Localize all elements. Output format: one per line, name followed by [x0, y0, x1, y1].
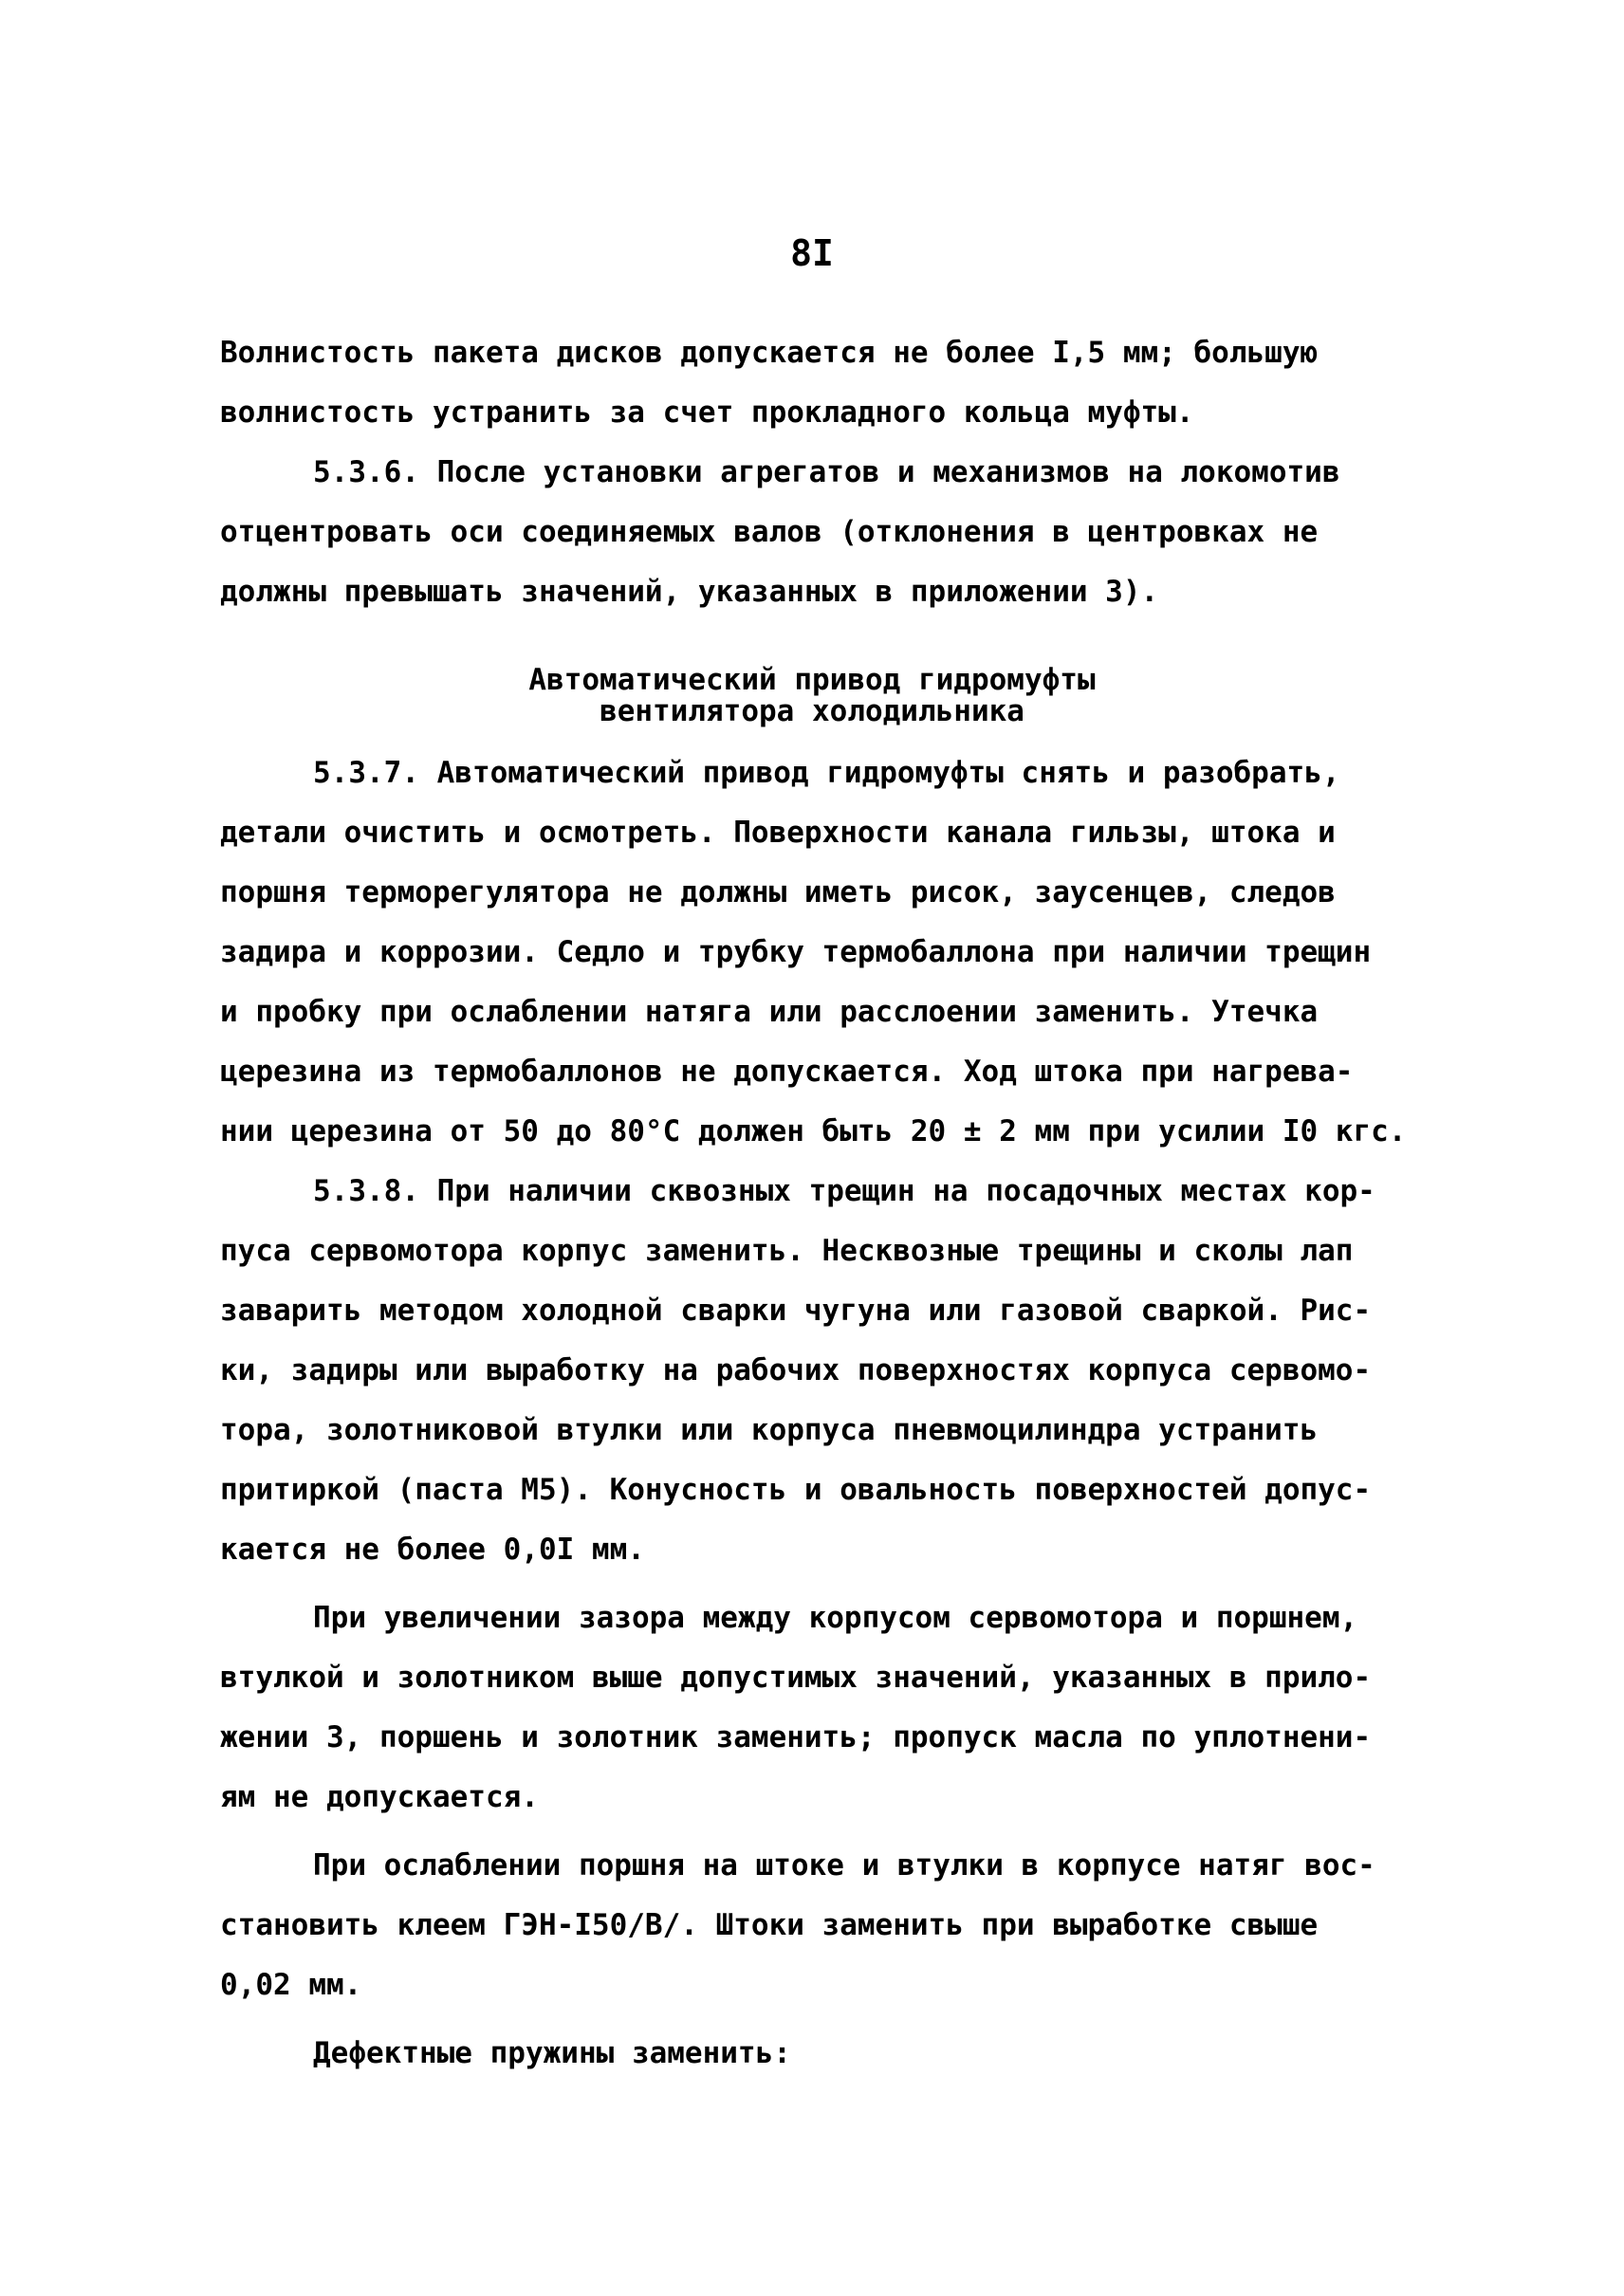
page-number: 8I [790, 232, 834, 274]
text-line: притиркой (паста М5). Конусность и овальность поверхностей допус- [220, 1473, 1372, 1507]
text-line: 0,02 мм. [220, 1968, 362, 2002]
text-line: ки, задиры или выработку на рабочих поверхностях корпуса сервомо- [220, 1353, 1372, 1387]
text-line: При увеличении зазора между корпусом сервомотора и поршнем, [313, 1601, 1358, 1635]
text-line: отцентровать оси соединяемых валов (отклонения в центровках не [220, 515, 1319, 549]
text-line: становить клеем ГЭН-I50/В/. Штоки заменить при выработке свыше [220, 1908, 1319, 1942]
text-line: 5.3.7. Автоматический привод гидромуфты снять и разобрать, [313, 756, 1340, 790]
text-line: жении 3, поршень и золотник заменить; пропуск масла по уплотнени- [220, 1720, 1372, 1754]
text-line: Волнистость пакета дисков допускается не более I,5 мм; большую [220, 336, 1319, 370]
text-line: тора, золотниковой втулки или корпуса пневмоцилиндра устранить [220, 1413, 1319, 1447]
text-line: 5.3.8. При наличии сквозных трещин на посадочных местах кор- [313, 1174, 1375, 1208]
text-line: Дефектные пружины заменить: [313, 2036, 791, 2070]
text-line: 5.3.6. После установки агрегатов и механизмов на локомотив [313, 455, 1340, 489]
text-line: церезина из термобаллонов не допускается. Ход штока при нагрева- [220, 1055, 1354, 1089]
text-line: втулкой и золотником выше допустимых значений, указанных в прило- [220, 1661, 1372, 1695]
text-line: задира и коррозии. Седло и трубку термобаллона при наличии трещин [220, 935, 1372, 969]
text-line: нии церезина от 50 до 80°С должен быть 20 ± 2 мм при усилии I0 кгс. [220, 1114, 1407, 1148]
text-line: волнистость устранить за счет прокладного кольца муфты. [220, 395, 1194, 430]
text-line: кается не более 0,0I мм. [220, 1533, 645, 1567]
text-line: пуса сервомотора корпус заменить. Несквозные трещины и сколы лап [220, 1234, 1354, 1268]
text-line: заварить методом холодной сварки чугуна или газовой сваркой. Рис- [220, 1294, 1372, 1328]
text-line: должны превышать значений, указанных в приложении 3). [220, 575, 1159, 609]
text-line: и пробку при ослаблении натяга или расслоении заменить. Утечка [220, 995, 1319, 1029]
text-line: поршня терморегулятора не должны иметь рисок, заусенцев, следов [220, 875, 1336, 909]
text-line: ям не допускается. [220, 1780, 539, 1814]
section-heading-line-1: Автоматический привод гидромуфты [528, 663, 1096, 697]
section-heading-line-2: вентилятора холодильника [600, 694, 1024, 728]
text-line: При ослаблении поршня на штоке и втулки в корпусе натяг вос- [313, 1848, 1375, 1883]
text-line: детали очистить и осмотреть. Поверхности канала гильзы, штока и [220, 816, 1336, 850]
